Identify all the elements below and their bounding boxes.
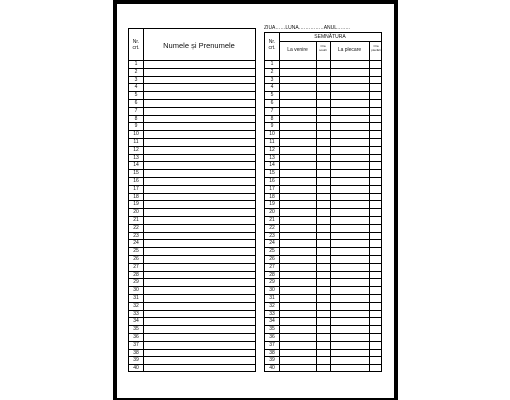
row-number: 15 [133, 170, 139, 177]
row-number: 17 [133, 185, 139, 192]
table-row [129, 356, 255, 364]
names-table [128, 28, 256, 372]
row-number: 22 [269, 224, 275, 231]
table-row [265, 169, 381, 177]
table-row [265, 294, 381, 302]
row-number: 29 [269, 279, 275, 286]
row-number: 36 [133, 334, 139, 340]
row-number: 2 [270, 68, 274, 75]
row-number: 21 [133, 217, 139, 223]
row-number: 34 [269, 318, 275, 325]
table-row [129, 278, 255, 286]
table-row [129, 200, 255, 208]
arrival-hour-line1: Ora [320, 44, 326, 48]
table-row [265, 115, 381, 123]
table-row [265, 286, 381, 294]
table-row [129, 302, 255, 310]
nr-header-line2: crt. [268, 45, 276, 51]
table-row [129, 325, 255, 333]
nr-header-line1: Nr. [132, 39, 140, 45]
table-row [265, 247, 381, 255]
row-number: 7 [270, 107, 274, 114]
row-number: 1 [270, 61, 274, 67]
row-number: 33 [133, 310, 139, 317]
table-row [129, 247, 255, 255]
row-number: 27 [269, 263, 275, 270]
row-number: 6 [270, 100, 274, 106]
table-row [129, 310, 255, 318]
table-row [265, 185, 381, 193]
row-number: 32 [269, 302, 275, 309]
row-number: 35 [269, 326, 275, 333]
table-row [129, 122, 255, 130]
row-number: 20 [269, 209, 275, 216]
row-number: 7 [134, 107, 138, 114]
table-row [129, 68, 255, 76]
row-number: 3 [134, 76, 138, 83]
table-row [265, 356, 381, 364]
row-number: 10 [269, 131, 275, 138]
table-row [265, 107, 381, 115]
row-number: 20 [133, 209, 139, 216]
table-row [129, 154, 255, 162]
row-number: 37 [133, 341, 139, 348]
row-number: 9 [134, 123, 138, 130]
table-row [129, 364, 255, 372]
row-number: 24 [133, 240, 139, 247]
row-number: 33 [269, 310, 275, 317]
table-row [129, 161, 255, 169]
nr-header-line1: Nr. [268, 39, 276, 45]
table-row [129, 333, 255, 341]
table-row [129, 224, 255, 232]
row-number: 34 [133, 318, 139, 325]
departure-hour-line1: Ora [373, 44, 379, 48]
row-number: 30 [269, 287, 275, 294]
row-number: 15 [269, 170, 275, 177]
name-header: Numele și Prenumele [163, 41, 235, 50]
table-row [265, 364, 381, 372]
table-row [265, 349, 381, 357]
row-number: 3 [270, 76, 274, 83]
table-row [265, 239, 381, 247]
table-row [129, 177, 255, 185]
nr-header [265, 39, 279, 51]
table-row [129, 138, 255, 146]
table-row [265, 122, 381, 130]
table-row [265, 208, 381, 216]
table-row [265, 325, 381, 333]
signature-header: SEMNĂTURA [314, 34, 346, 40]
row-number: 21 [269, 217, 275, 223]
row-number: 27 [133, 263, 139, 270]
row-number: 13 [133, 154, 139, 161]
row-number: 30 [133, 287, 139, 294]
row-number: 8 [270, 115, 274, 122]
row-number: 18 [133, 193, 139, 200]
table-row [129, 115, 255, 123]
table-row [265, 161, 381, 169]
table-row [265, 68, 381, 76]
table-row [129, 294, 255, 302]
row-number: 2 [134, 68, 138, 75]
row-number: 40 [269, 365, 275, 372]
table-row [129, 208, 255, 216]
table-row [129, 349, 255, 357]
row-number: 38 [269, 349, 275, 356]
row-number: 26 [269, 256, 275, 262]
table-row [265, 154, 381, 162]
row-number: 39 [133, 357, 139, 364]
nr-header [129, 39, 143, 51]
table-row [129, 271, 255, 279]
table-row [129, 263, 255, 271]
table-row [265, 271, 381, 279]
table-row [129, 76, 255, 84]
row-number: 4 [270, 84, 274, 91]
row-number: 17 [269, 185, 275, 192]
row-number: 37 [269, 341, 275, 348]
row-number: 16 [269, 178, 275, 184]
row-number: 31 [269, 295, 275, 301]
departure-hour-line2: plecării [371, 48, 381, 52]
table-row [265, 91, 381, 99]
row-number: 35 [133, 326, 139, 333]
table-row [265, 146, 381, 154]
arrival-hour-header [316, 44, 330, 52]
row-number: 32 [133, 302, 139, 309]
row-number: 36 [269, 334, 275, 340]
row-number: 19 [133, 201, 139, 208]
row-number: 28 [133, 271, 139, 278]
table-row [129, 232, 255, 240]
table-row [265, 224, 381, 232]
table-row [265, 317, 381, 325]
table-row [265, 99, 381, 107]
row-number: 1 [134, 61, 138, 67]
departure-hour-header [369, 44, 383, 52]
table-row [129, 107, 255, 115]
row-number: 11 [269, 139, 275, 145]
table-row [129, 239, 255, 247]
row-number: 23 [133, 232, 139, 239]
row-number: 4 [134, 84, 138, 91]
table-row [129, 185, 255, 193]
row-number: 8 [134, 115, 138, 122]
row-number: 14 [133, 162, 139, 169]
table-row [265, 232, 381, 240]
departure-header: La plecare [337, 47, 362, 53]
table-row [265, 83, 381, 91]
row-number: 29 [133, 279, 139, 286]
row-number: 16 [133, 178, 139, 184]
attendance-sheet [117, 4, 394, 398]
row-number: 10 [133, 131, 139, 138]
table-row [265, 278, 381, 286]
table-row [265, 138, 381, 146]
row-number: 12 [133, 146, 139, 153]
table-row [129, 60, 255, 68]
table-row [129, 146, 255, 154]
table-row [265, 255, 381, 263]
table-row [265, 193, 381, 201]
table-row [129, 216, 255, 224]
table-row [129, 193, 255, 201]
nr-header-line2: crt. [132, 45, 140, 51]
table-row [265, 341, 381, 349]
table-row [265, 130, 381, 138]
table-row [129, 130, 255, 138]
row-number: 5 [270, 92, 274, 99]
row-number: 6 [134, 100, 138, 106]
table-row [129, 99, 255, 107]
table-row [265, 60, 381, 68]
date-line: ZIUA……LUNA……………ANUL…….. [264, 25, 350, 31]
table-row [265, 76, 381, 84]
table-row [265, 263, 381, 271]
table-row [265, 200, 381, 208]
row-number: 22 [133, 224, 139, 231]
row-number: 24 [269, 240, 275, 247]
row-number: 39 [269, 357, 275, 364]
row-number: 12 [269, 146, 275, 153]
table-row [265, 310, 381, 318]
row-number: 40 [133, 365, 139, 372]
row-number: 11 [133, 139, 139, 145]
row-number: 28 [269, 271, 275, 278]
arrival-hour-line2: sosirii [319, 48, 327, 52]
row-number: 26 [133, 256, 139, 262]
arrival-header: La venire [287, 47, 308, 53]
row-number: 5 [134, 92, 138, 99]
row-number: 9 [270, 123, 274, 130]
table-row [129, 91, 255, 99]
row-number: 25 [133, 248, 139, 255]
table-row [129, 286, 255, 294]
row-number: 13 [269, 154, 275, 161]
table-row [129, 255, 255, 263]
table-row [129, 341, 255, 349]
table-row [265, 302, 381, 310]
row-number: 38 [133, 349, 139, 356]
row-number: 18 [269, 193, 275, 200]
row-number: 31 [133, 295, 139, 301]
table-row [129, 83, 255, 91]
row-number: 14 [269, 162, 275, 169]
table-row [129, 317, 255, 325]
row-number: 25 [269, 248, 275, 255]
table-row [265, 177, 381, 185]
signature-table [264, 32, 382, 372]
row-number: 23 [269, 232, 275, 239]
table-row [265, 333, 381, 341]
row-number: 19 [269, 201, 275, 208]
table-row [129, 169, 255, 177]
table-row [265, 216, 381, 224]
